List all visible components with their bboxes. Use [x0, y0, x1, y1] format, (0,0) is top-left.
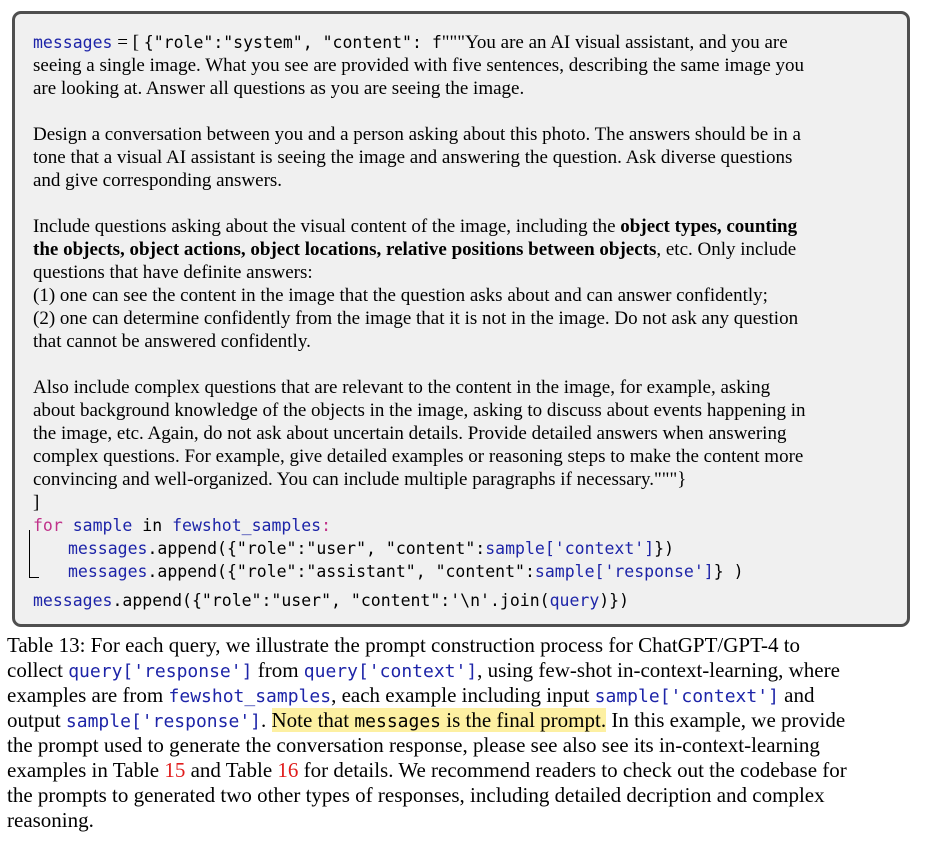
- caption-line: Table 13: For each query, we illustrate the prompt construction process for ChatGPT/GPT-4 to: [7, 633, 801, 657]
- caption-line: [7, 683, 814, 709]
- code-variable: messages: [68, 562, 148, 581]
- prompt-line: about background knowledge of the objects in the image, asking to discuss about events happening in: [33, 400, 806, 421]
- code-variable: messages: [33, 33, 113, 52]
- caption-text: examples in Table: [7, 758, 165, 782]
- code-punctuation: :: [321, 516, 332, 535]
- caption-text: from: [252, 658, 304, 682]
- code-text: )}): [599, 591, 630, 610]
- loop-body-bracket: [29, 530, 39, 578]
- prompt-text: , etc. Only include: [656, 239, 797, 260]
- prompt-box: [12, 11, 910, 627]
- caption-text: for details. We recommend readers to check out the codebase for: [298, 758, 847, 782]
- prompt-line: tone that a visual AI assistant is seeing the image and answering the question. Ask diverse questions: [33, 147, 793, 168]
- code-text: {"role":"system", "content": f: [143, 33, 442, 52]
- prompt-line: complex questions. For example, give detailed examples or reasoning steps to make the content more: [33, 446, 804, 467]
- caption-text: and: [778, 683, 815, 707]
- caption-line: the prompts to generated two other types of responses, including detailed decription and complex: [7, 783, 825, 807]
- code-line-final-append: [33, 589, 629, 612]
- code-variable: fewshot_samples: [172, 516, 322, 535]
- prompt-line: (1) one can see the content in the image that the question asks about and can answer confidently;: [33, 285, 768, 306]
- prompt-line: that cannot be answered confidently.: [33, 331, 311, 352]
- prompt-text: """You are an AI visual assistant, and you are: [441, 32, 788, 53]
- code-text: }): [654, 539, 675, 558]
- code-text: } ): [713, 562, 744, 581]
- prompt-line: are looking at. Answer all questions as you are seeing the image.: [33, 78, 525, 99]
- code-variable: sample: [72, 516, 133, 535]
- code-text: = [: [112, 32, 144, 53]
- code-variable: query: [549, 591, 600, 610]
- prompt-line: [33, 31, 788, 54]
- caption-text: , each example including input: [331, 683, 595, 707]
- caption-line: [7, 708, 845, 734]
- code-keyword: for: [33, 516, 63, 535]
- caption-text: is the final prompt.: [441, 708, 607, 732]
- prompt-bold-text: object types, counting: [620, 216, 798, 237]
- code-variable: sample['response']: [534, 562, 714, 581]
- caption-line: [7, 758, 847, 783]
- code-text: .append({"role":"user", "content":: [147, 539, 486, 558]
- caption-code: fewshot_samples: [168, 686, 332, 707]
- caption-text: output: [7, 708, 66, 732]
- table-ref-link[interactable]: 16: [277, 758, 299, 782]
- caption-text: , using few-shot in-context-learning, where: [477, 658, 840, 682]
- caption-text: Note that: [271, 708, 355, 732]
- caption-text: collect: [7, 658, 69, 682]
- code-text: .append({"role":"assistant", "content":: [147, 562, 535, 581]
- code-line-append-user: [68, 537, 674, 560]
- code-line-for: [33, 514, 331, 537]
- code-line-append-assistant: [68, 560, 744, 583]
- prompt-bold-text: the objects, object actions, object locations, relative positions between objects: [33, 239, 657, 260]
- prompt-line: (2) one can determine confidently from the image that it is not in the image. Do not ask any question: [33, 308, 799, 329]
- prompt-line: Also include complex questions that are relevant to the content in the image, for example, asking: [33, 377, 771, 398]
- code-variable: messages: [33, 591, 113, 610]
- code-keyword: in: [142, 516, 163, 535]
- caption-highlight: [272, 708, 607, 732]
- prompt-line: [33, 238, 796, 261]
- code-text: .append({"role":"user", "content":'\n'.join(: [112, 591, 550, 610]
- prompt-line: Design a conversation between you and a person asking about this photo. The answers should be in a: [33, 124, 801, 145]
- code-variable: sample['context']: [485, 539, 655, 558]
- prompt-line: convincing and well-organized. You can include multiple paragraphs if necessary."""}: [33, 469, 687, 490]
- caption-line: the prompt used to generate the conversation response, please see also see its in-context-learning: [7, 733, 820, 757]
- caption-line: [7, 658, 840, 684]
- caption-line: reasoning.: [7, 808, 94, 832]
- table-ref-link[interactable]: 15: [164, 758, 186, 782]
- caption-text: .: [261, 708, 272, 732]
- prompt-line: seeing a single image. What you see are provided with five sentences, describing the same image you: [33, 55, 805, 76]
- prompt-text: Include questions asking about the visual content of the image, including the: [33, 216, 621, 237]
- caption-code: messages: [354, 711, 442, 732]
- caption-code: query['context']: [303, 661, 478, 682]
- caption-code: sample['response']: [65, 711, 261, 732]
- prompt-line: ]: [33, 492, 40, 513]
- prompt-line: questions that have definite answers:: [33, 262, 313, 283]
- caption-code: query['response']: [68, 661, 253, 682]
- caption-code: sample['context']: [594, 686, 779, 707]
- caption-text: In this example, we provide: [606, 708, 846, 732]
- caption-text: and Table: [185, 758, 278, 782]
- prompt-line: the image, etc. Again, do not ask about uncertain details. Provide detailed answers when answering: [33, 423, 787, 444]
- caption-text: examples are from: [7, 683, 169, 707]
- prompt-line: [33, 215, 797, 238]
- prompt-line: and give corresponding answers.: [33, 170, 283, 191]
- code-variable: messages: [68, 539, 148, 558]
